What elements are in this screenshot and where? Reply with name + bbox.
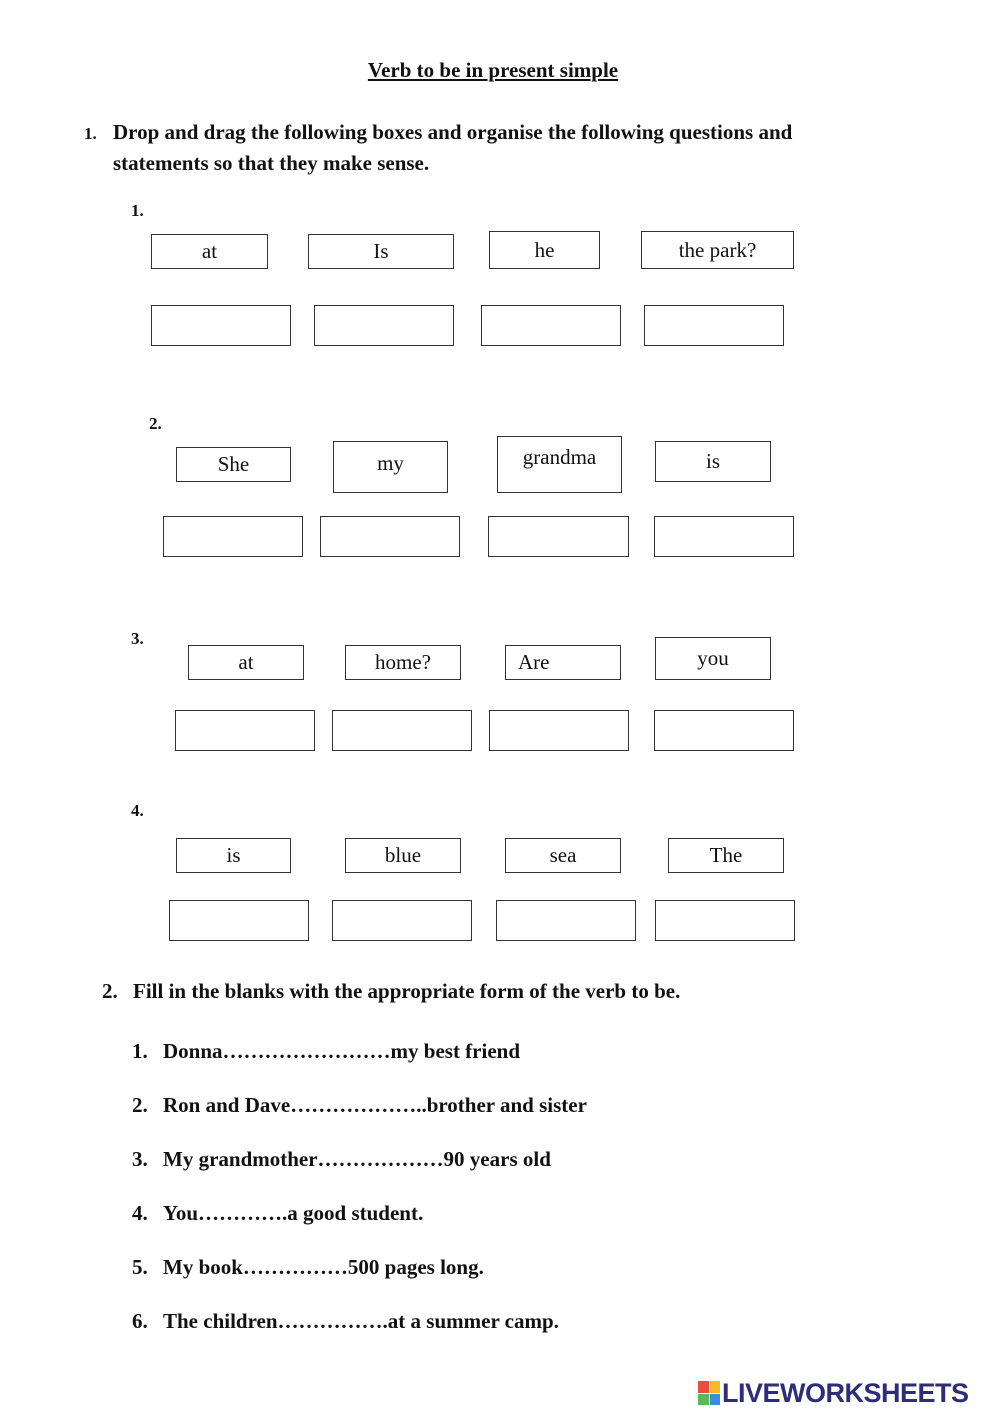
- word-tile[interactable]: at: [151, 234, 268, 269]
- word-tile[interactable]: home?: [345, 645, 461, 680]
- fill-item: [132, 1093, 587, 1118]
- exercise4-number: 4.: [131, 801, 144, 820]
- section1-instruction-line2: statements so that they make sense.: [113, 151, 430, 175]
- fill-item-number: 1.: [132, 1039, 148, 1063]
- drop-box[interactable]: [175, 710, 315, 751]
- section2-number: 2.: [102, 979, 118, 1003]
- section1-instruction: [113, 117, 792, 179]
- drop-box[interactable]: [151, 305, 291, 346]
- section2-heading: [102, 976, 680, 1007]
- word-tile[interactable]: is: [176, 838, 291, 873]
- fill-item-text[interactable]: Ron and Dave………………..brother and sister: [163, 1093, 587, 1117]
- word-tile[interactable]: She: [176, 447, 291, 482]
- word-tile[interactable]: he: [489, 231, 600, 269]
- drop-box[interactable]: [332, 900, 472, 941]
- drop-box[interactable]: [488, 516, 629, 557]
- liveworksheets-logo-text: LIVEWORKSHEETS: [722, 1377, 969, 1408]
- drop-box[interactable]: [655, 900, 795, 941]
- logo-square-yellow: [710, 1381, 721, 1393]
- drop-box[interactable]: [320, 516, 460, 557]
- logo-square-blue: [710, 1394, 721, 1406]
- liveworksheets-logo-icon: [698, 1381, 720, 1405]
- word-tile[interactable]: is: [655, 441, 771, 482]
- drop-box[interactable]: [169, 900, 309, 941]
- logo-square-red: [698, 1381, 709, 1393]
- drop-box[interactable]: [489, 710, 629, 751]
- fill-item-number: 2.: [132, 1093, 148, 1117]
- word-tile[interactable]: my: [333, 441, 448, 493]
- fill-item: [132, 1039, 520, 1064]
- exercise1-number: 1.: [131, 201, 144, 220]
- drop-box[interactable]: [644, 305, 784, 346]
- fill-item: [132, 1147, 551, 1172]
- drop-box[interactable]: [314, 305, 454, 346]
- fill-item-number: 5.: [132, 1255, 148, 1279]
- fill-item-number: 4.: [132, 1201, 148, 1225]
- word-tile[interactable]: grandma: [497, 436, 622, 493]
- section1-number: 1.: [84, 124, 97, 143]
- drop-box[interactable]: [496, 900, 636, 941]
- fill-item-number: 6.: [132, 1309, 148, 1333]
- drop-box[interactable]: [654, 710, 794, 751]
- section1-instruction-line1: Drop and drag the following boxes and organise the following questions and: [113, 120, 793, 144]
- fill-item: [132, 1255, 484, 1280]
- word-tile[interactable]: the park?: [641, 231, 794, 269]
- exercise3-number: 3.: [131, 629, 144, 648]
- fill-item: [132, 1201, 423, 1226]
- exercise2-number: 2.: [149, 414, 162, 433]
- word-tile[interactable]: The: [668, 838, 784, 873]
- fill-item-text[interactable]: You………….a good student.: [163, 1201, 424, 1225]
- fill-item-text[interactable]: My book……………500 pages long.: [163, 1255, 484, 1279]
- word-tile[interactable]: blue: [345, 838, 461, 873]
- word-tile[interactable]: at: [188, 645, 304, 680]
- word-tile[interactable]: Is: [308, 234, 454, 269]
- section2-instruction: Fill in the blanks with the appropriate form of the verb to be.: [133, 979, 681, 1003]
- fill-item-text[interactable]: The children…………….at a summer camp.: [163, 1309, 559, 1333]
- word-tile[interactable]: sea: [505, 838, 621, 873]
- fill-item-text[interactable]: My grandmother………………90 years old: [163, 1147, 551, 1171]
- fill-item-number: 3.: [132, 1147, 148, 1171]
- drop-box[interactable]: [163, 516, 303, 557]
- logo-square-green: [698, 1394, 709, 1406]
- drop-box[interactable]: [654, 516, 794, 557]
- word-tile[interactable]: you: [655, 637, 771, 680]
- page-title: Verb to be in present simple: [367, 58, 619, 82]
- liveworksheets-logo: [698, 1377, 969, 1409]
- fill-item-text[interactable]: Donna……………………my best friend: [163, 1039, 521, 1063]
- word-tile[interactable]: Are: [505, 645, 621, 680]
- drop-box[interactable]: [481, 305, 621, 346]
- drop-box[interactable]: [332, 710, 472, 751]
- fill-item: [132, 1309, 559, 1334]
